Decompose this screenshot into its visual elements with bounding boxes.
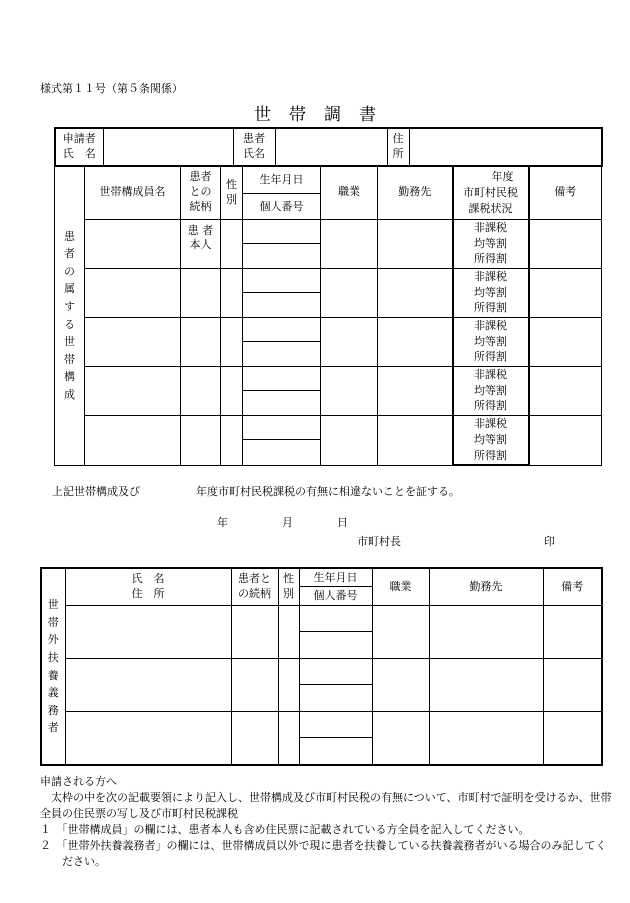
dep-workplace-cell[interactable] bbox=[429, 659, 543, 712]
applicant-header-table bbox=[54, 127, 603, 167]
dep-remarks-cell[interactable] bbox=[543, 606, 602, 659]
remarks-header: 備考 bbox=[529, 166, 602, 219]
sex-cell[interactable] bbox=[221, 366, 243, 415]
dep-remarks-cell[interactable] bbox=[543, 659, 602, 712]
member-name-cell[interactable] bbox=[85, 317, 181, 366]
dep-workplace-cell[interactable] bbox=[429, 712, 543, 766]
dependent-row bbox=[41, 606, 602, 659]
remarks-cell[interactable] bbox=[529, 415, 602, 465]
tax-status-cell[interactable]: 非課税 均等割 所得割 bbox=[453, 317, 529, 366]
occupation-cell[interactable] bbox=[321, 317, 378, 366]
dep-remarks-cell[interactable] bbox=[543, 712, 602, 766]
dep-birth-mynumber-cell[interactable] bbox=[299, 659, 372, 712]
notes-item-1: １ 「世帯構成員」の欄には、患者本人も含め住民票に記載されている方全員を記入してください。 bbox=[40, 822, 530, 836]
household-row bbox=[55, 415, 602, 465]
cert-day-label: 日 bbox=[337, 516, 348, 529]
sex-cell[interactable] bbox=[221, 415, 243, 465]
occupation-cell[interactable] bbox=[321, 268, 378, 317]
birth-mynumber-cell[interactable] bbox=[243, 317, 321, 366]
dep-name-address-cell[interactable] bbox=[65, 659, 231, 712]
name-address-header: 氏 名 住 所 bbox=[65, 568, 231, 606]
member-name-cell[interactable] bbox=[85, 268, 181, 317]
sex-cell[interactable] bbox=[221, 268, 243, 317]
notes-item-2: ２ 「世帯外扶養義務者」の欄には、世帯構成員以外で現に患者を扶養している扶養義務者がいる場合のみ記してください。 bbox=[40, 838, 607, 868]
dep-workplace-cell[interactable] bbox=[429, 606, 543, 659]
birth-mynumber-cell[interactable] bbox=[243, 415, 321, 465]
dep-birth-mynumber-cell[interactable] bbox=[299, 606, 372, 659]
remarks-cell[interactable] bbox=[529, 219, 602, 268]
dep-name-address-cell[interactable] bbox=[65, 606, 231, 659]
patient-label: 患者 氏名 bbox=[233, 128, 275, 166]
dep-sex-cell[interactable] bbox=[278, 606, 299, 659]
patient-name-field[interactable] bbox=[275, 128, 387, 166]
dependents-side-label: 世 帯 外 扶 養 義 務 者 bbox=[41, 568, 65, 765]
occupation-cell[interactable] bbox=[321, 415, 378, 465]
household-side-label: 患 者 の 属 す る 世 帯 構 成 bbox=[55, 166, 85, 465]
relation-cell[interactable] bbox=[181, 366, 221, 415]
dep-remarks-header: 備考 bbox=[543, 568, 602, 606]
workplace-cell[interactable] bbox=[378, 268, 453, 317]
dep-relation-cell[interactable] bbox=[231, 659, 278, 712]
dep-sex-header: 性 別 bbox=[278, 568, 299, 606]
household-row bbox=[55, 366, 602, 415]
dep-occupation-cell[interactable] bbox=[372, 659, 429, 712]
workplace-cell[interactable] bbox=[378, 219, 453, 268]
address-label: 住 所 bbox=[387, 128, 409, 166]
applicant-name-field[interactable] bbox=[103, 128, 233, 166]
member-name-header: 世帯構成員名 bbox=[85, 166, 181, 219]
birth-mynumber-cell[interactable] bbox=[243, 219, 321, 268]
applicant-label: 申請者 氏 名 bbox=[55, 128, 103, 166]
remarks-cell[interactable] bbox=[529, 366, 602, 415]
tax-status-cell[interactable]: 非課税 均等割 所得割 bbox=[453, 268, 529, 317]
form-number: 様式第１１号（第５条関係） bbox=[40, 82, 183, 95]
tax-status-header: 年度 市町村民税 課税状況 bbox=[453, 166, 529, 219]
sex-header: 性 別 bbox=[221, 166, 243, 219]
address-field[interactable] bbox=[409, 128, 602, 166]
dependent-row bbox=[41, 712, 602, 766]
tax-status-cell[interactable]: 非課税 均等割 所得割 bbox=[453, 366, 529, 415]
household-row bbox=[55, 268, 602, 317]
dependents-table bbox=[40, 567, 603, 766]
member-name-cell[interactable] bbox=[85, 415, 181, 465]
dep-relation-header: 患者と の続柄 bbox=[231, 568, 278, 606]
workplace-cell[interactable] bbox=[378, 317, 453, 366]
dep-relation-cell[interactable] bbox=[231, 606, 278, 659]
cert-month-label: 月 bbox=[282, 516, 293, 529]
dependent-row bbox=[41, 659, 602, 712]
dep-relation-cell[interactable] bbox=[231, 712, 278, 766]
dep-sex-cell[interactable] bbox=[278, 659, 299, 712]
dep-occupation-cell[interactable] bbox=[372, 712, 429, 766]
dep-name-address-cell[interactable] bbox=[65, 712, 231, 766]
dep-occupation-cell[interactable] bbox=[372, 606, 429, 659]
sex-cell[interactable] bbox=[221, 219, 243, 268]
dep-birth-mynumber-cell[interactable] bbox=[299, 712, 372, 766]
remarks-cell[interactable] bbox=[529, 317, 602, 366]
notes-section bbox=[40, 774, 615, 870]
relation-cell[interactable]: 患 者 本人 bbox=[181, 219, 221, 268]
dep-birth-mynumber-header: 生年月日 個人番号 bbox=[299, 568, 372, 606]
birth-mynumber-header: 生年月日 個人番号 bbox=[243, 166, 321, 219]
birth-mynumber-cell[interactable] bbox=[243, 366, 321, 415]
notes-heading: 申請される方へ bbox=[40, 775, 117, 788]
page-title: 世帯調書 bbox=[254, 105, 394, 125]
certification-statement: 上記世帯構成及び 年度市町村民税課税の有無に相違ないことを証する。 bbox=[52, 485, 460, 498]
household-row bbox=[55, 317, 602, 366]
seal-label: 印 bbox=[544, 535, 555, 548]
cert-year-label: 年 bbox=[217, 516, 228, 529]
member-name-cell[interactable] bbox=[85, 219, 181, 268]
notes-intro: 太枠の中を次の記載要領により記入し、世帯構成及び市町村民税の有無について、市町村で証明を受けるか、世帯全員の住民票の写し及び市町村民税課税 bbox=[40, 790, 612, 820]
relation-cell[interactable] bbox=[181, 317, 221, 366]
household-table bbox=[54, 165, 602, 466]
workplace-header: 勤務先 bbox=[378, 166, 453, 219]
relation-cell[interactable] bbox=[181, 268, 221, 317]
relation-header: 患者 との 続柄 bbox=[181, 166, 221, 219]
occupation-cell[interactable] bbox=[321, 219, 378, 268]
tax-status-cell[interactable]: 非課税 均等割 所得割 bbox=[453, 219, 529, 268]
occupation-cell[interactable] bbox=[321, 366, 378, 415]
remarks-cell[interactable] bbox=[529, 268, 602, 317]
dep-workplace-header: 勤務先 bbox=[429, 568, 543, 606]
birth-mynumber-cell[interactable] bbox=[243, 268, 321, 317]
relation-cell[interactable] bbox=[181, 415, 221, 465]
dep-occupation-header: 職業 bbox=[372, 568, 429, 606]
member-name-cell[interactable] bbox=[85, 366, 181, 415]
workplace-cell[interactable] bbox=[378, 366, 453, 415]
sex-cell[interactable] bbox=[221, 317, 243, 366]
dep-sex-cell[interactable] bbox=[278, 712, 299, 766]
mayor-label: 市町村長 bbox=[357, 535, 401, 548]
occupation-header: 職業 bbox=[321, 166, 378, 219]
household-row bbox=[55, 219, 602, 268]
workplace-cell[interactable] bbox=[378, 415, 453, 465]
tax-status-cell[interactable]: 非課税 均等割 所得割 bbox=[453, 415, 529, 465]
